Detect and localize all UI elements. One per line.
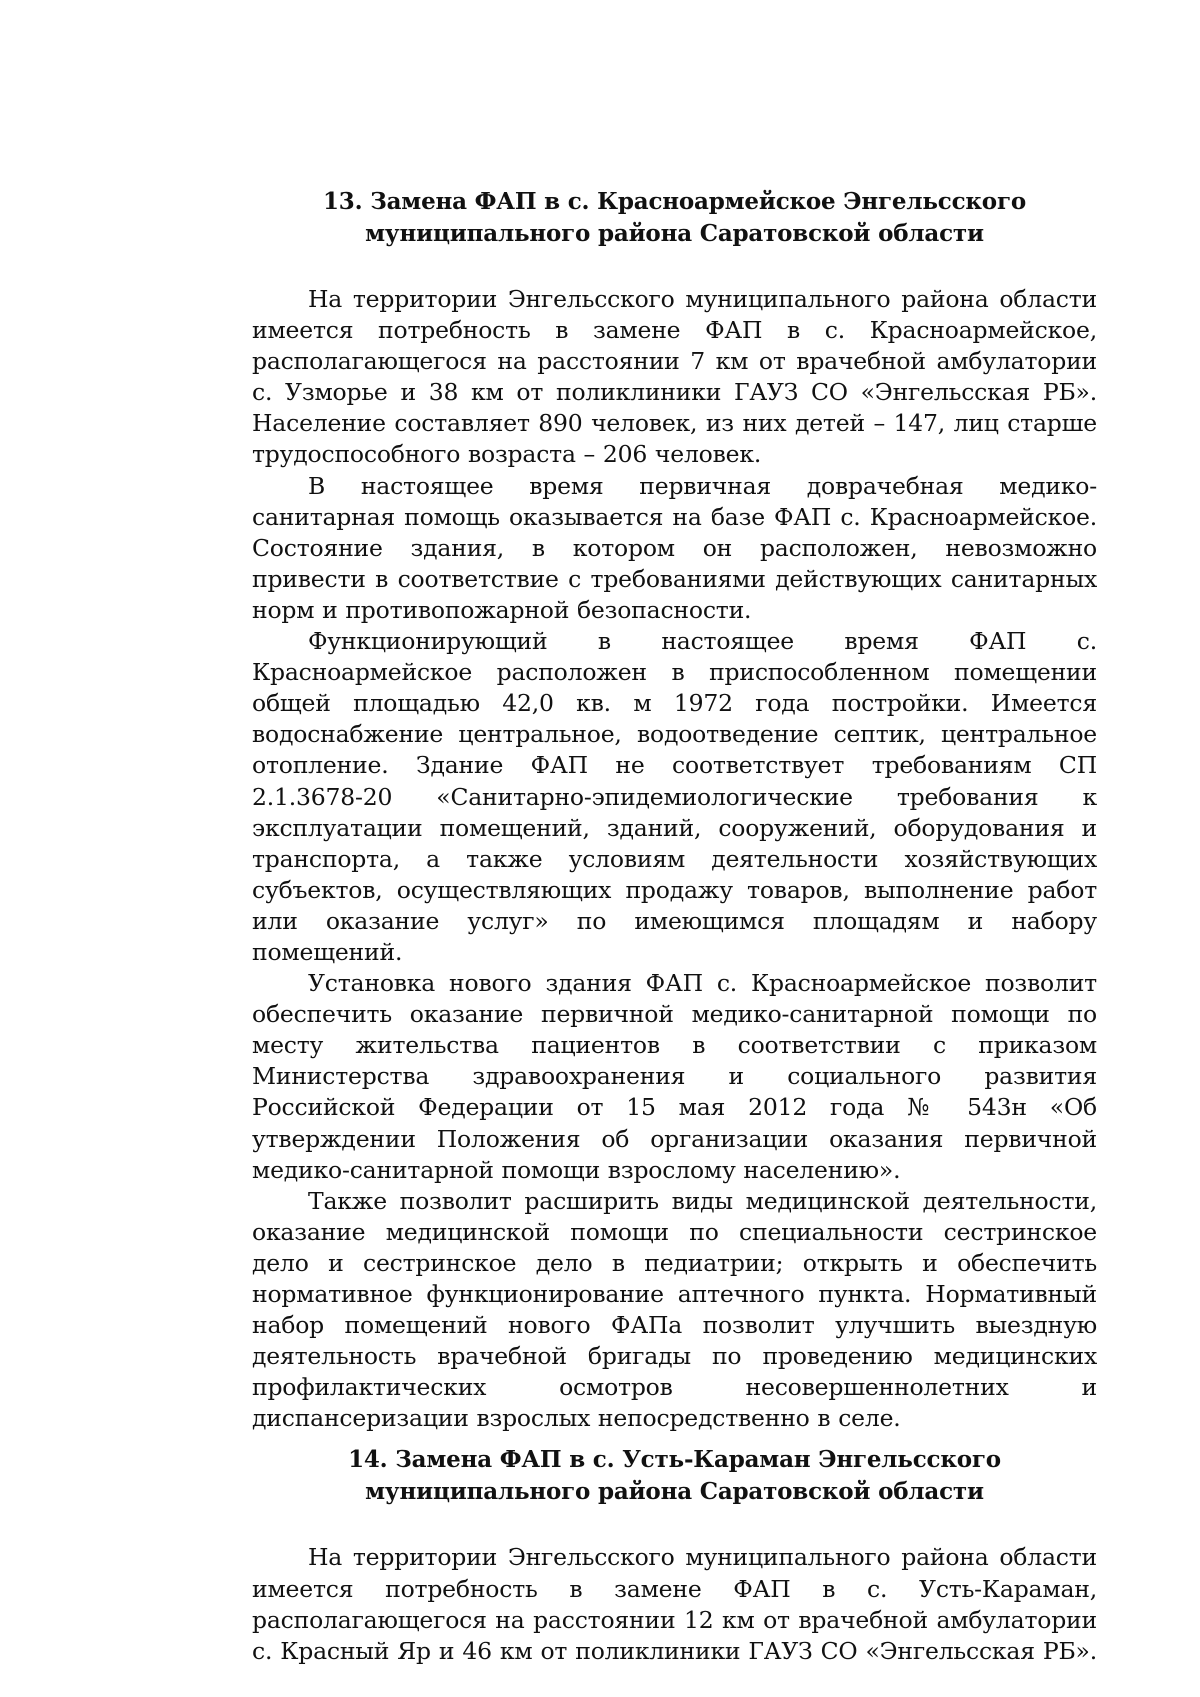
section-13-title-line-1: 13. Замена ФАП в с. Красноармейское Энгельсского <box>323 188 1026 215</box>
section-14-paragraph-1: На территории Энгельсского муниципального района области имеется потребность в замене ФАП в с. Усть-Караман, располагающегося на расстоянии 12 км от врачебной амбулатории с. Красный Яр и 46 км от поликлиники ГАУЗ СО «Энгельсская РБ». <box>252 1543 1097 1665</box>
section-13-paragraph-5: Также позволит расширить виды медицинской деятельности, оказание медицинской помощи по специальности сестринское дело и сестринское дело в педиатрии; открыть и обеспечить нормативное функционирование аптечного пункта. Нормативный набор помещений нового ФАПа позволит улучшить выездную деятельность врачебной бригады по проведению медицинских профилактических осмотров несовершеннолетних и диспансеризации взрослых непосредственно в селе. <box>252 1186 1097 1433</box>
section-13-title <box>252 186 1097 250</box>
section-14-title-line-1: 14. Замена ФАП в с. Усть-Караман Энгельсского <box>348 1446 1001 1474</box>
section-14-title-line-2: муниципального района Саратовской области <box>365 1478 984 1506</box>
spacer <box>252 1434 1097 1444</box>
section-13-title-line-2: муниципального района Саратовской области <box>365 220 984 247</box>
spacer <box>252 1508 1097 1542</box>
section-13-paragraph-3: Функционирующий в настоящее время ФАП с. Красноармейское расположен в приспособленном помещении общей площадью 42,0 кв. м 1972 года постройки. Имеется водоснабжение центральное, водоотведение септик, центральное отопление. Здание ФАП не соответствует требованиям СП 2.1.3678-20 «Санитарно-эпидемиологические требования к эксплуатации помещений, зданий, сооружений, оборудования и транспорта, а также условиям деятельности хозяйствующих субъектов, осуществляющих продажу товаров, выполнение работ или оказание услуг» по имеющимся площадям и набору помещений. <box>252 627 1097 966</box>
section-13-paragraph-2: В настоящее время первичная доврачебная медико-санитарная помощь оказывается на базе ФАП с. Красноармейское. Состояние здания, в котором он расположен, невозможно привести в соответствие с требованиями действующих санитарных норм и противопожарной безопасности. <box>252 471 1097 624</box>
section-13-paragraph-1: На территории Энгельсского муниципального района области имеется потребность в замене ФАП в с. Красноармейское, располагающегося на расстоянии 7 км от врачебной амбулатории с. Узморье и 38 км от поликлиники ГАУЗ СО «Энгельсская РБ». Население составляет 890 человек, из них детей – 147, лиц старше трудоспособного возраста – 206 человек. <box>252 285 1097 469</box>
section-13-paragraph-4: Установка нового здания ФАП с. Красноармейское позволит обеспечить оказание первичной медико-санитарной помощи по месту жительства пациентов в соответствии с приказом Министерства здравоохранения и социального развития Российской Федерации от 15 мая 2012 года № 543н «Об утверждении Положения об организации оказания первичной медико-санитарной помощи взрослому населению». <box>252 969 1097 1184</box>
spacer <box>252 250 1097 284</box>
section-14-title <box>252 1444 1097 1508</box>
document-body <box>252 186 1097 1667</box>
